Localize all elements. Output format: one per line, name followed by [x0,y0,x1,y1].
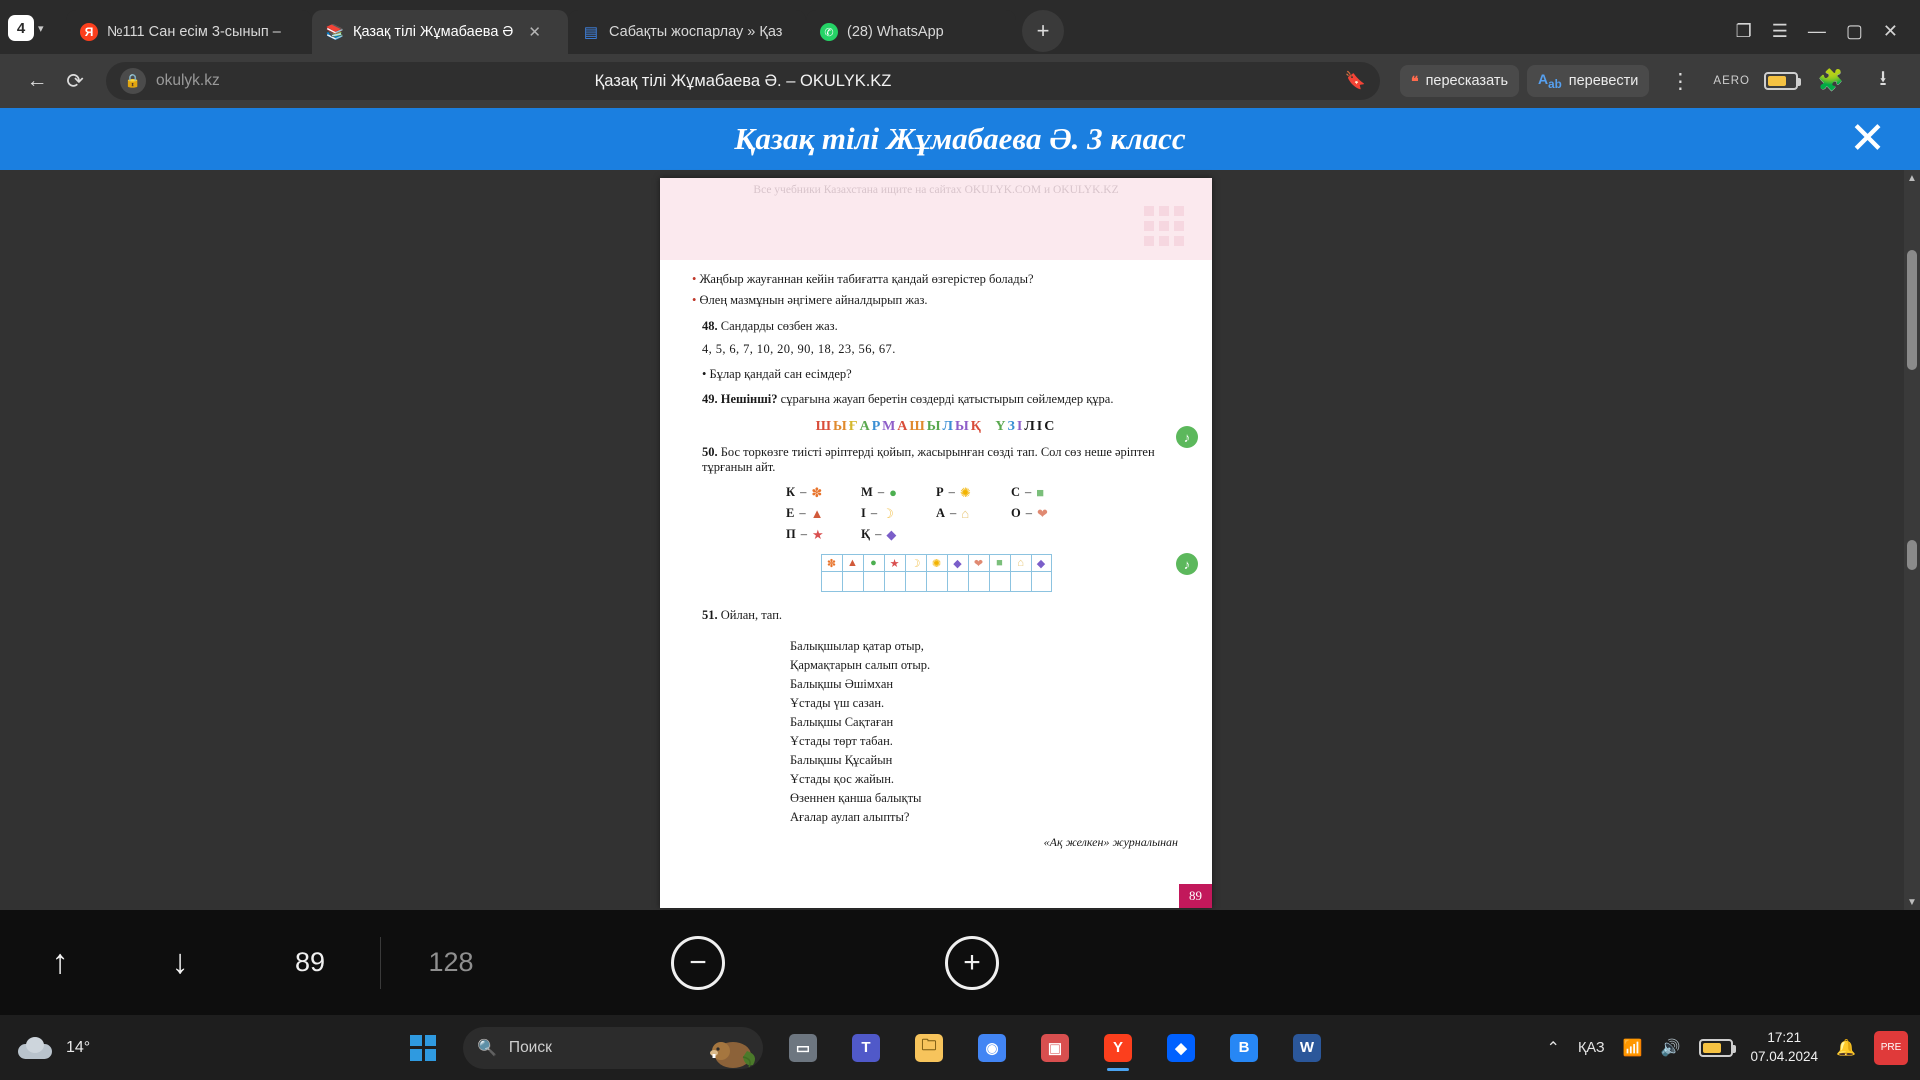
puzzle-grid[interactable] [680,554,1192,592]
browser-tab-0-label: №111 Сан есім 3-сынып – [107,24,281,40]
task-50-number: 50. [702,445,718,460]
puzzle-cell [842,554,863,592]
bullet-icon: • [702,367,707,382]
beaver-illustration [703,1031,759,1069]
puzzle-cell [863,554,884,592]
book-viewer [0,170,1920,910]
legend-item-2-symbol: ✺ [959,485,971,501]
puzzle-cell [884,554,905,592]
browser-tab-3[interactable] [806,10,1016,54]
document-icon: ▤ [583,24,599,41]
legend-row [786,506,1086,521]
puzzle-answer-2[interactable] [863,572,884,592]
puzzle-cell [821,554,842,592]
browser-toolbar [0,54,1920,108]
task-view-button[interactable]: ▭ [780,1025,826,1071]
legend-item-1-letter: М [861,485,873,500]
legend-item-7: О – ❤ [1011,506,1048,522]
puzzle-symbol-10: ◆ [1031,554,1052,572]
task-48-question-text: Бұлар қандай сан есімдер? [709,367,852,382]
task-51 [702,608,1192,623]
task-50 [702,445,1192,475]
puzzle-answer-8[interactable] [989,572,1010,592]
address-bar-host: okulyk.kz [156,72,220,89]
new-tab-button[interactable]: + [1022,10,1064,52]
file-explorer-app[interactable]: 🗀 [906,1025,952,1071]
vk-app[interactable]: B [1221,1025,1267,1071]
temperature-value: 14° [66,1038,91,1056]
decorative-dot-grid [1144,206,1184,246]
zoom-in-button[interactable]: + [945,936,999,990]
yandex-icon: Я [80,23,98,41]
task-48-numbers: 4, 5, 6, 7, 10, 20, 90, 18, 23, 56, 67. [702,342,896,357]
microsoft-store-app[interactable]: ▣ [1032,1025,1078,1071]
search-input[interactable] [463,1027,763,1069]
browser-tab-1[interactable] [312,10,568,54]
clock[interactable] [1751,1029,1819,1065]
legend-item-0-symbol: ✽ [811,485,823,501]
legend-item-6-symbol: ⌂ [961,506,970,522]
legend-item-5-letter: І [861,506,866,521]
puzzle-cell [905,554,926,592]
legend-item-9-symbol: ◆ [886,527,897,543]
wifi-icon[interactable]: 📶 [1622,1039,1643,1057]
task-49-number: 49. Нешінші? [702,392,778,407]
book-icon: 📚 [325,24,345,41]
puzzle-symbol-7: ❤ [968,554,989,572]
start-button[interactable] [400,1025,446,1071]
puzzle-symbol-4: ☽ [905,554,926,572]
clock-date: 07.04.2024 [1750,1048,1819,1064]
pre-badge[interactable]: PRE [1874,1031,1908,1065]
zoom-out-button[interactable]: − [671,936,725,990]
poem-line-4: Балықшы Сақтаған [790,715,894,730]
book-banner-title: Қазақ тілі Жұмабаева Ә. 3 класс [734,121,1186,156]
bullet-icon: • [692,272,697,286]
poem-source: «Ақ желкен» журналынан [1043,835,1178,850]
browser-tab-1-label: Қазақ тілі Жұмабаева Ә [353,24,514,40]
toolbar-right-group [1661,64,1902,99]
task-49-text: сұрағына жауап беретін сөздерді қатыстырып сөйлемдер құра. [780,392,1114,407]
audio-button-2[interactable]: ♪ [1176,553,1198,575]
minimize-icon[interactable]: — [1807,21,1826,41]
current-page-value[interactable]: 89 [294,947,326,977]
notifications-icon[interactable]: 🔔 [1836,1039,1856,1057]
poem-line-9: Ағалар аулап алыпты? [790,810,910,825]
bullet-item-0 [680,270,1192,288]
legend-row [786,527,1086,542]
audio-button-1[interactable]: ♪ [1176,426,1198,448]
puzzle-symbol-1: ▲ [842,554,863,572]
tab-close-icon[interactable]: ✕ [528,24,541,41]
poem-line-6: Балықшы Құсайын [790,753,893,768]
puzzle-cell [926,554,947,592]
maximize-icon[interactable]: ▢ [1845,21,1863,41]
puzzle-symbol-0: ✽ [821,554,842,572]
puzzle-cell [989,554,1010,592]
browser-tab-2[interactable] [568,10,806,54]
language-indicator[interactable]: ҚАЗ [1577,1039,1605,1056]
legend-item-0: К – ✽ [786,485,823,501]
legend-item-4: Е – ▲ [786,506,824,522]
poem-line-2: Балықшы Әшімхан [790,677,894,692]
legend-item-7-symbol: ❤ [1036,506,1048,522]
address-bar-page-title: Қазақ тілі Жұмабаева Ә. – OKULYK.KZ [594,71,892,90]
toolbar-menu-icon[interactable]: ⋮ [1669,69,1691,93]
back-icon[interactable]: ← [26,69,48,92]
puzzle-symbol-3: ★ [884,554,905,572]
chevron-down-icon: ▾ [38,22,44,35]
legend-item-3: С – ■ [1011,485,1045,501]
scroll-down-icon[interactable]: ▼ [1907,896,1917,908]
puzzle-cell [947,554,968,592]
system-tray [1547,1029,1920,1065]
puzzle-cell [968,554,989,592]
quote-icon: ❝ [1411,72,1419,89]
legend-item-8-symbol: ★ [811,527,824,543]
browser-menu-icon[interactable]: ☰ [1771,21,1788,41]
legend-item-1: М – ● [861,485,897,501]
task-48-number: 48. [702,319,718,334]
puzzle-answer-4[interactable] [905,572,926,592]
puzzle-answer-1[interactable] [842,572,863,592]
translate-button[interactable] [1527,65,1649,97]
legend-item-1-symbol: ● [889,485,897,501]
show-hidden-icons-icon[interactable]: ⌃ [1546,1039,1560,1057]
reload-icon[interactable]: ⟳ [66,69,84,93]
whatsapp-icon: ✆ [820,23,838,41]
tray-battery-icon[interactable] [1699,1039,1733,1057]
poem-line-1: Қармақтарын салып отыр. [790,658,931,673]
viewer-controls [0,910,1920,1015]
poem-line-7: Ұстады қос жайын. [790,772,895,787]
search-icon: 🔍 [477,1039,497,1057]
legend-item-4-symbol: ▲ [810,506,824,522]
legend-item-2-letter: Р [936,485,944,500]
bullet-icon: • [692,293,697,308]
task-50-text: Бос торкөзге тиісті әріптерді қойып, жасырынған сөзді тап. Сол сөз неше әріптен тұрғанын айт. [702,445,1155,475]
search-placeholder: Поиск [508,1038,552,1056]
legend-item-9-letter: Қ [861,527,871,542]
cloud-icon [16,1035,56,1061]
legend-item-5: І – ☽ [861,506,894,522]
prev-page-button[interactable]: ↑ [51,943,69,981]
puzzle-answer-9[interactable] [1010,572,1031,592]
puzzle-cell [1010,554,1031,592]
windows-taskbar [0,1015,1920,1080]
browser-tab-strip [0,0,1920,54]
legend-item-8: П – ★ [786,527,824,543]
retell-button[interactable] [1400,65,1519,97]
scrollbar-thumb-secondary[interactable] [1907,540,1917,570]
puzzle-cell [1031,554,1052,592]
teams-app[interactable]: T [843,1025,889,1071]
bullet-item-0-text: Жаңбыр жауғаннан кейін табиғатта қандай өзгерістер болады? [699,272,1034,286]
browser-tab-0[interactable] [66,10,312,54]
task-48-text: Сандарды сөзбен жаз. [720,319,838,334]
legend-item-2: Р – ✺ [936,485,971,501]
scroll-up-icon[interactable]: ▲ [1907,172,1917,184]
legend-item-4-letter: Е [786,506,795,521]
close-icon[interactable]: ✕ [1849,114,1886,163]
browser-tab-2-label: Сабақты жоспарлау » Қаз [609,24,783,40]
yandex-browser-app[interactable]: Y [1095,1025,1141,1071]
task-51-text: Ойлан, тап. [720,608,783,623]
legend-item-6: А – ⌂ [936,506,970,522]
sidebar-toggle-icon[interactable]: ❐ [1735,21,1752,41]
puzzle-answer-0[interactable] [821,572,842,592]
legend-item-6-letter: А [936,506,946,521]
puzzle-answer-3[interactable] [884,572,905,592]
puzzle-symbol-8: ■ [989,554,1010,572]
viewer-scrollbar[interactable] [1904,170,1920,910]
lock-icon: 🔒 [120,68,146,94]
bookmark-icon[interactable]: 🔖 [1344,71,1367,90]
poem [790,637,1192,827]
legend-item-3-letter: С [1011,485,1021,500]
legend-item-9: Қ – ◆ [861,527,897,543]
book-page[interactable] [660,178,1212,908]
battery-icon [1764,72,1798,90]
legend-item-8-letter: П [786,527,796,542]
tab-counter-button[interactable] [8,6,66,50]
symbol-legend [786,485,1086,542]
legend-item-5-symbol: ☽ [882,506,894,522]
puzzle-symbol-9: ⌂ [1010,554,1031,572]
task-48-question [702,367,1192,382]
clock-time: 17:21 [1767,1030,1802,1046]
puzzle-answer-7[interactable] [968,572,989,592]
browser-tab-3-label: (28) WhatsApp [847,24,944,40]
poem-line-0: Балықшылар қатар отыр, [790,639,924,654]
taskbar-apps [400,1025,1330,1071]
legend-item-7-letter: О [1011,506,1021,521]
page-body [680,270,1192,850]
puzzle-answer-5[interactable] [926,572,947,592]
bullet-item-1 [680,291,1192,309]
close-window-icon[interactable]: ✕ [1882,21,1898,41]
volume-icon[interactable]: 🔊 [1660,1039,1681,1057]
task-51-number: 51. [702,608,718,623]
puzzle-symbol-5: ✺ [926,554,947,572]
legend-row [786,485,1086,500]
address-bar[interactable] [106,62,1380,100]
book-banner [0,108,1920,170]
profile-label[interactable]: AERO [1713,75,1750,87]
puzzle-symbol-6: ◆ [947,554,968,572]
creative-break-title: ШЫҒАРМАШЫЛЫҚ ҮЗІЛІС [815,419,1057,435]
puzzle-answer-10[interactable] [1031,572,1052,592]
task-49 [702,392,1192,407]
poem-line-8: Өзеннен қанша балықты [790,791,922,806]
page-number-badge: 89 [1179,884,1212,908]
tab-count-value: 4 [8,15,34,41]
translate-label: перевести [1568,73,1639,89]
chrome-app[interactable]: ◉ [969,1025,1015,1071]
window-controls [1736,21,1920,54]
extensions-icon[interactable]: 🧩 [1817,69,1845,92]
scrollbar-thumb[interactable] [1907,250,1917,370]
legend-item-3-symbol: ■ [1036,485,1045,501]
poem-line-3: Ұстады үш сазан. [790,696,885,711]
legend-item-0-letter: К [786,485,796,500]
retell-label: пересказать [1425,73,1509,89]
puzzle-answer-6[interactable] [947,572,968,592]
poem-line-5: Ұстады төрт табан. [790,734,893,749]
dropbox-app[interactable]: ◆ [1158,1025,1204,1071]
translate-icon: $A_{ab}$ [1538,71,1562,91]
page-watermark: Все учебники Казахстана ищите на сайтах OKULYK.COM и OKULYK.KZ [753,184,1119,196]
download-icon[interactable]: ⭳ [1879,66,1887,90]
windows-logo-icon [410,1035,436,1061]
next-page-button[interactable]: ↓ [171,943,189,981]
word-app[interactable]: W [1284,1025,1330,1071]
total-pages-value: 128 [428,947,474,977]
bullet-item-1-text: Өлең мазмұнын әңгімеге айналдырып жаз. [699,293,928,308]
puzzle-symbol-2: ● [863,554,884,572]
weather-widget[interactable] [0,1035,130,1061]
task-48 [702,319,1192,334]
